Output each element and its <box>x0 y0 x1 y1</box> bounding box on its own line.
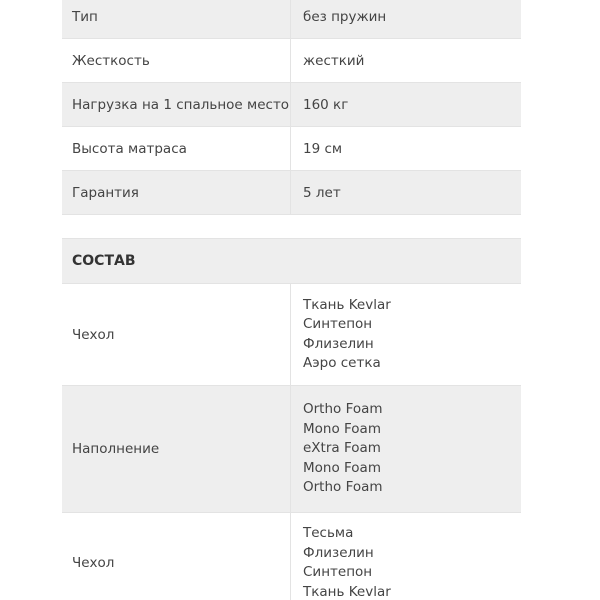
composition-row-cover <box>62 284 521 386</box>
composition-item: Ткань Kevlar <box>303 583 391 600</box>
composition-title: СОСТАВ <box>62 239 521 284</box>
composition-item: Ortho Foam <box>303 401 383 418</box>
spec-value: жесткий <box>303 52 365 69</box>
composition-values <box>291 386 521 512</box>
spec-label: Тип <box>62 0 291 38</box>
composition-item: eXtra Foam <box>303 440 381 457</box>
composition-item: Аэро сетка <box>303 355 381 371</box>
composition-values <box>291 513 521 600</box>
spec-label: Высота матраса <box>62 127 291 170</box>
composition-row-cover-2 <box>62 513 521 600</box>
composition-label: Чехол <box>62 284 291 385</box>
composition-values <box>291 284 521 385</box>
composition-item: Ortho Foam <box>303 479 383 496</box>
composition-item: Флизелин <box>303 335 374 352</box>
composition-item: Флизелин <box>303 544 374 561</box>
composition-row-filling <box>62 386 521 513</box>
composition-item: Mono Foam <box>303 459 381 476</box>
spec-value: 19 см <box>303 140 343 157</box>
spec-row-firmness <box>62 39 521 83</box>
spec-row-warranty <box>62 171 521 215</box>
spec-row-type <box>62 0 521 39</box>
spec-label: Гарантия <box>62 171 291 214</box>
spec-row-load <box>62 83 521 127</box>
composition-item: Тесьма <box>303 525 354 541</box>
specs-table <box>62 0 521 215</box>
composition-item: Синтепон <box>303 316 373 332</box>
composition-table <box>62 238 521 600</box>
composition-item: Ткань Kevlar <box>303 296 391 313</box>
composition-label: Чехол <box>62 513 291 600</box>
spec-row-height <box>62 127 521 171</box>
spec-label: Нагрузка на 1 спальное место <box>62 83 291 126</box>
composition-label: Наполнение <box>62 386 291 512</box>
composition-item: Синтепон <box>303 564 373 580</box>
spec-value: без пружин <box>303 8 387 25</box>
spec-value: 5 лет <box>303 184 341 201</box>
spec-label: Жесткость <box>62 39 291 82</box>
composition-item: Mono Foam <box>303 420 381 437</box>
spec-value: 160 кг <box>303 96 349 113</box>
